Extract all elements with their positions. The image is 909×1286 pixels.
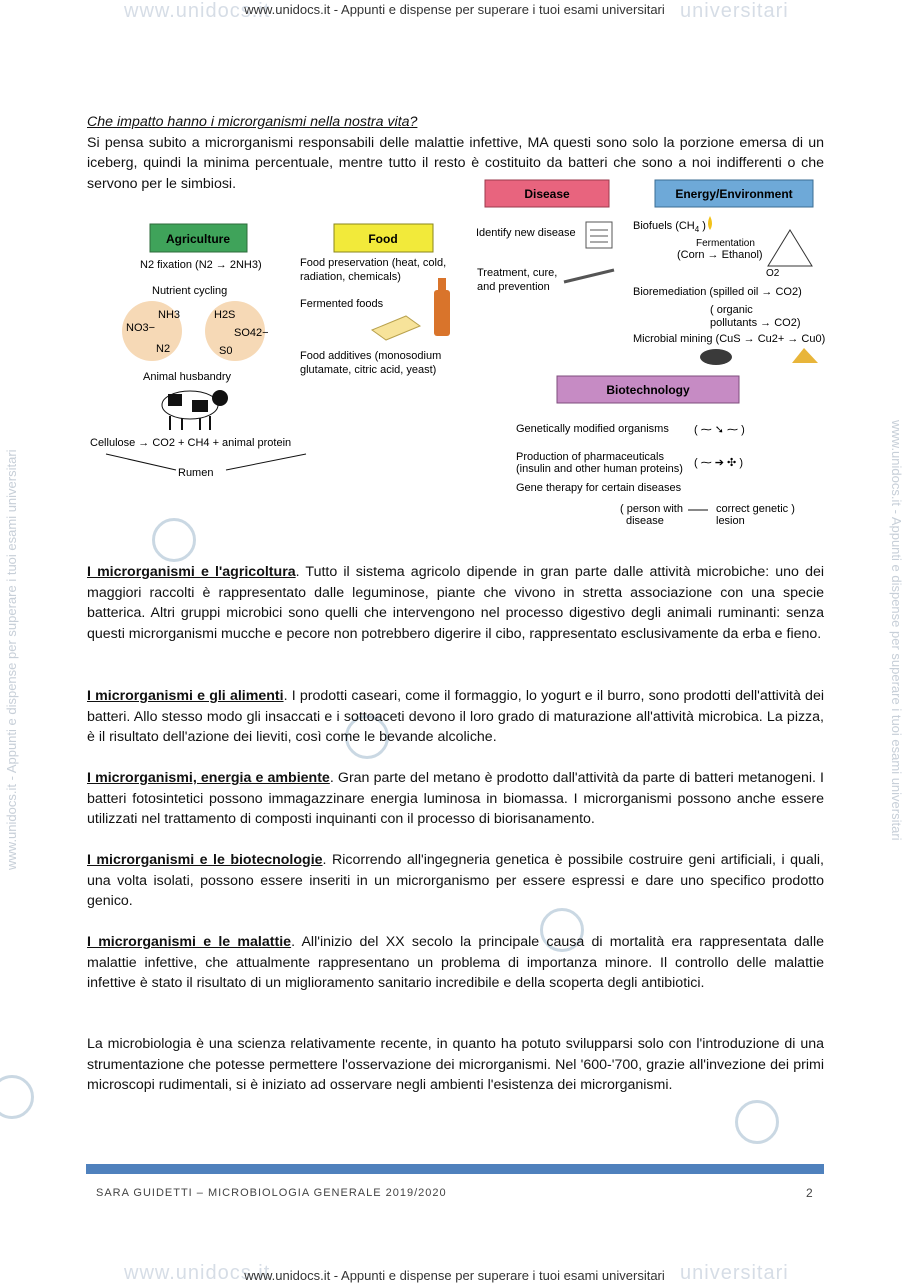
disease-title: Disease	[524, 187, 570, 201]
biotech-gmo-paren: ( ⁓ ➘ ⁓ )	[694, 424, 745, 436]
rumen-arrow-left	[106, 454, 176, 470]
cycle1-c: N2	[156, 343, 171, 355]
biotech-person-1: ( person with	[620, 503, 683, 515]
biotech-pharma-1: Production of pharmaceuticals	[516, 451, 664, 463]
section-malattie	[87, 932, 824, 994]
biotech-correct-1: correct genetic )	[716, 503, 795, 515]
section-title: I microrganismi e le biotecnologie	[87, 852, 323, 868]
food-additives-1: Food additives (monosodium	[300, 350, 442, 362]
energy-corn-ethanol: (Corn → Ethanol)	[677, 249, 763, 261]
biotech-pharma-2: (insulin and other human proteins)	[516, 463, 683, 475]
section-text: . All'inizio del XX secolo la principale causa di mortalità era rappresentata dalle malattie infettive, che attualmente rappresentano un problema di importanza minore. Il controllo delle malattie infettive è stato il risultato di un miglioramento sanitario incredibile e della scoperta degli antibiotici.	[87, 934, 824, 992]
unidocs-logo-icon	[735, 1100, 779, 1144]
cow-icon	[162, 390, 228, 430]
agriculture-nutrient: Nutrient cycling	[152, 285, 228, 297]
section-title: I microrganismi e l'agricoltura	[87, 564, 296, 580]
food-additives-2: glutamate, citric acid, yeast)	[300, 364, 437, 376]
section-text: . I prodotti caseari, come il formaggio, lo yogurt e il burro, sono prodotti dell'attività dei batteri. Allo stesso modo gli insaccati e i sottoaceti devono il loro grado di maturazione all'attività microbica. La pizza, è il risultato dell'azione dei lieviti, così come le bevande alcoliche.	[87, 688, 824, 746]
section-title: I microrganismi e gli alimenti	[87, 688, 284, 704]
section-energia	[87, 768, 824, 830]
energy-organic-2: pollutants → CO2)	[710, 317, 801, 329]
section-text: . Gran parte del metano è prodotto dall'attività da parte di batteri metanogeni. I batteri fotosintetici possono immagazzinare energia luminosa in biomassa. I microrganismi possono anche essere utilizzati nel trattamento di composti inquinanti con il processo di biorisanamento.	[87, 770, 824, 828]
energy-mining: Microbial mining (CuS → Cu2+ → Cu0)	[633, 333, 826, 345]
intro-question: Che impatto hanno i microrganismi nella nostra vita?	[87, 114, 418, 130]
watermark-side-right: www.unidocs.it - Appunti e dispense per superare i tuoi esami universitari	[889, 420, 904, 841]
watermark-ghost-top: www.unidocs.it	[124, 0, 271, 22]
watermark-side-left: www.unidocs.it - Appunti e dispense per superare i tuoi esami universitari	[4, 449, 19, 870]
disease-identify: Identify new disease	[476, 227, 576, 239]
biotech-correct-2: lesion	[716, 515, 745, 527]
cheese-icon	[372, 316, 420, 340]
watermark-ghost-bottom-right: universitari	[680, 1262, 789, 1284]
flask-icon	[768, 230, 812, 266]
biotech-pharma-paren: ( ⁓ ➔ ✣ )	[694, 457, 743, 469]
energy-bioremediation: Bioremediation (spilled oil → CO2)	[633, 286, 802, 298]
watermark-top: www.unidocs.it - Appunti e dispense per superare i tuoi esami universitari	[244, 2, 665, 17]
biotech-title: Biotechnology	[606, 383, 690, 397]
watermark-ghost-bottom: www.unidocs.it	[124, 1262, 271, 1284]
rumen-arrow-right	[226, 454, 306, 470]
watermark-bottom: www.unidocs.it - Appunti e dispense per superare i tuoi esami universitari	[244, 1268, 665, 1283]
section-text: . Ricorrendo all'ingegneria genetica è possibile costruire geni artificiali, i quali, una volta isolati, possono essere inseriti in un microrganismo per essere espressi e dare uno specifico prodotto genico.	[87, 852, 824, 910]
flame-icon	[708, 216, 712, 230]
biotech-gene-therapy: Gene therapy for certain diseases	[516, 482, 682, 494]
energy-fermentation: Fermentation	[696, 238, 755, 249]
food-preservation-1: Food preservation (heat, cold,	[300, 257, 447, 269]
gel-icon	[586, 222, 612, 248]
cycle2-b: SO42−	[234, 327, 269, 339]
cycle2-c: S0	[219, 345, 233, 357]
section-biotecnologie	[87, 850, 824, 912]
footer-author: SARA GUIDETTI – MICROBIOLOGIA GENERALE 2019/2020	[96, 1187, 447, 1199]
cycle1-b: NO3−	[126, 322, 156, 334]
energy-o2: O2	[766, 268, 780, 279]
biotech-gmo: Genetically modified organisms	[516, 423, 669, 435]
watermark-ghost-top-right: universitari	[680, 0, 789, 22]
energy-title: Energy/Environment	[675, 187, 793, 201]
energy-biofuels: Biofuels ($CH_4$ )	[633, 220, 706, 234]
page-number: 2	[806, 1186, 813, 1200]
food-preservation-2: radiation, chemicals)	[300, 271, 401, 283]
disease-treatment-2: and prevention	[477, 281, 550, 293]
syringe-icon	[564, 270, 614, 282]
section-title: I microrganismi, energia e ambiente	[87, 770, 330, 786]
biotech-person-2: disease	[626, 515, 664, 527]
unidocs-logo-icon	[0, 1075, 34, 1119]
agriculture-husbandry: Animal husbandry	[143, 371, 232, 383]
agriculture-cellulose: Cellulose → CO2 + CH4 + animal protein	[90, 437, 292, 449]
cycle2-a: H2S	[214, 309, 236, 321]
food-fermented: Fermented foods	[300, 298, 384, 310]
food-title: Food	[368, 232, 398, 246]
section-title: I microrganismi e le malattie	[87, 934, 292, 950]
energy-organic-1: ( organic	[710, 304, 753, 316]
intro-text-span: Si pensa subito a microrganismi responsabili delle malattie infettive, MA questi sono solo la porzione emersa di un iceberg, quindi la minima percentuale, mentre tutto il resto è costituito da batteri che sono a noi indifferenti o che servono per le simbiosi.	[87, 134, 824, 192]
closing-paragraph: La microbiologia è una scienza relativamente recente, in quanto ha potuto svilupparsi solo con l'introduzione di una strumentazione che potesse permettere l'osservazione dei microrganismi. Nel '600-'700, grazie all'invezione dei primi microscopi rudimentali, si è iniziato ad osservare negli ambienti l'esistenza dei microrganismi.	[87, 1036, 824, 1094]
ore-icon	[700, 349, 732, 365]
agriculture-n2: N2 fixation (N2 → 2NH3)	[140, 259, 262, 271]
section-text: . Tutto il sistema agricolo dipende in gran parte dalle attività microbiche: uno dei maggiori raccolti è rappresentato dalle leguminose, piante che vivono in stretta associazione con una specie batterica. Altri gruppi microbici sono quelli che intervengono nel processo digestivo degli animali ruminanti: senza questi microrganismi mucche e pecore non potrebbero digerire il cibo, rappresentato esclusivamente da erba e fieno.	[87, 564, 825, 642]
agriculture-title: Agriculture	[165, 232, 231, 246]
bottle-icon	[434, 290, 450, 336]
copper-icon	[792, 348, 818, 363]
microorganisms-impact-figure	[86, 170, 826, 530]
agriculture-rumen: Rumen	[178, 467, 214, 479]
disease-treatment-1: Treatment, cure,	[477, 267, 558, 279]
cycle1-a: NH3	[158, 309, 181, 321]
section-alimenti	[87, 686, 824, 748]
footer-bar	[86, 1164, 824, 1174]
section-agricoltura	[87, 562, 824, 644]
